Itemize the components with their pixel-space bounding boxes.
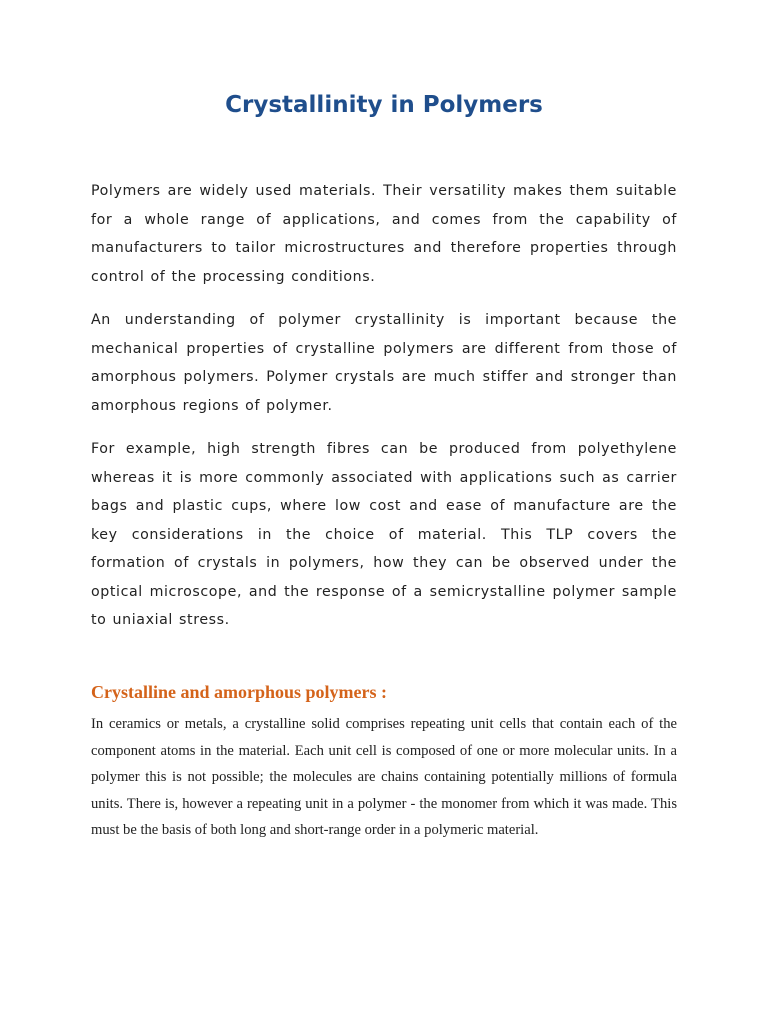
section-paragraph: In ceramics or metals, a crystalline solid comprises repeating unit cells that contain each of the component atoms in the material. Each unit cell is composed of one or more molecular units. In a polymer this is not possible; the molecules are chains containing potentially millions of formula units. There is, however a repeating unit in a polymer - the monomer from which it was made. This must be the basis of both long and short-range order in a polymeric material. (91, 716, 677, 838)
page-title: Crystallinity in Polymers (225, 92, 543, 118)
intro-paragraph-3: For example, high strength fibres can be produced from polyethylene whereas it is more commonly associated with applications such as carrier bags and plastic cups, where low cost and ease of manufacture are the key considerations in the choice of material. This TLP covers the formation of crystals in polymers, how they can be observed under the optical microscope, and the response of a semicrystalline polymer sample to uniaxial stress. (91, 441, 677, 628)
section-heading: Crystalline and amorphous polymers : (91, 682, 388, 702)
intro-paragraph-2: An understanding of polymer crystallinity is important because the mechanical properties of crystalline polymers are different from those of amorphous polymers. Polymer crystals are much stiffer and stronger than amorphous regions of polymer. (91, 312, 677, 414)
intro-paragraph-1: Polymers are widely used materials. Their versatility makes them suitable for a whole range of applications, and comes from the capability of manufacturers to tailor microstructures and therefore properties through control of the processing conditions. (91, 183, 677, 285)
